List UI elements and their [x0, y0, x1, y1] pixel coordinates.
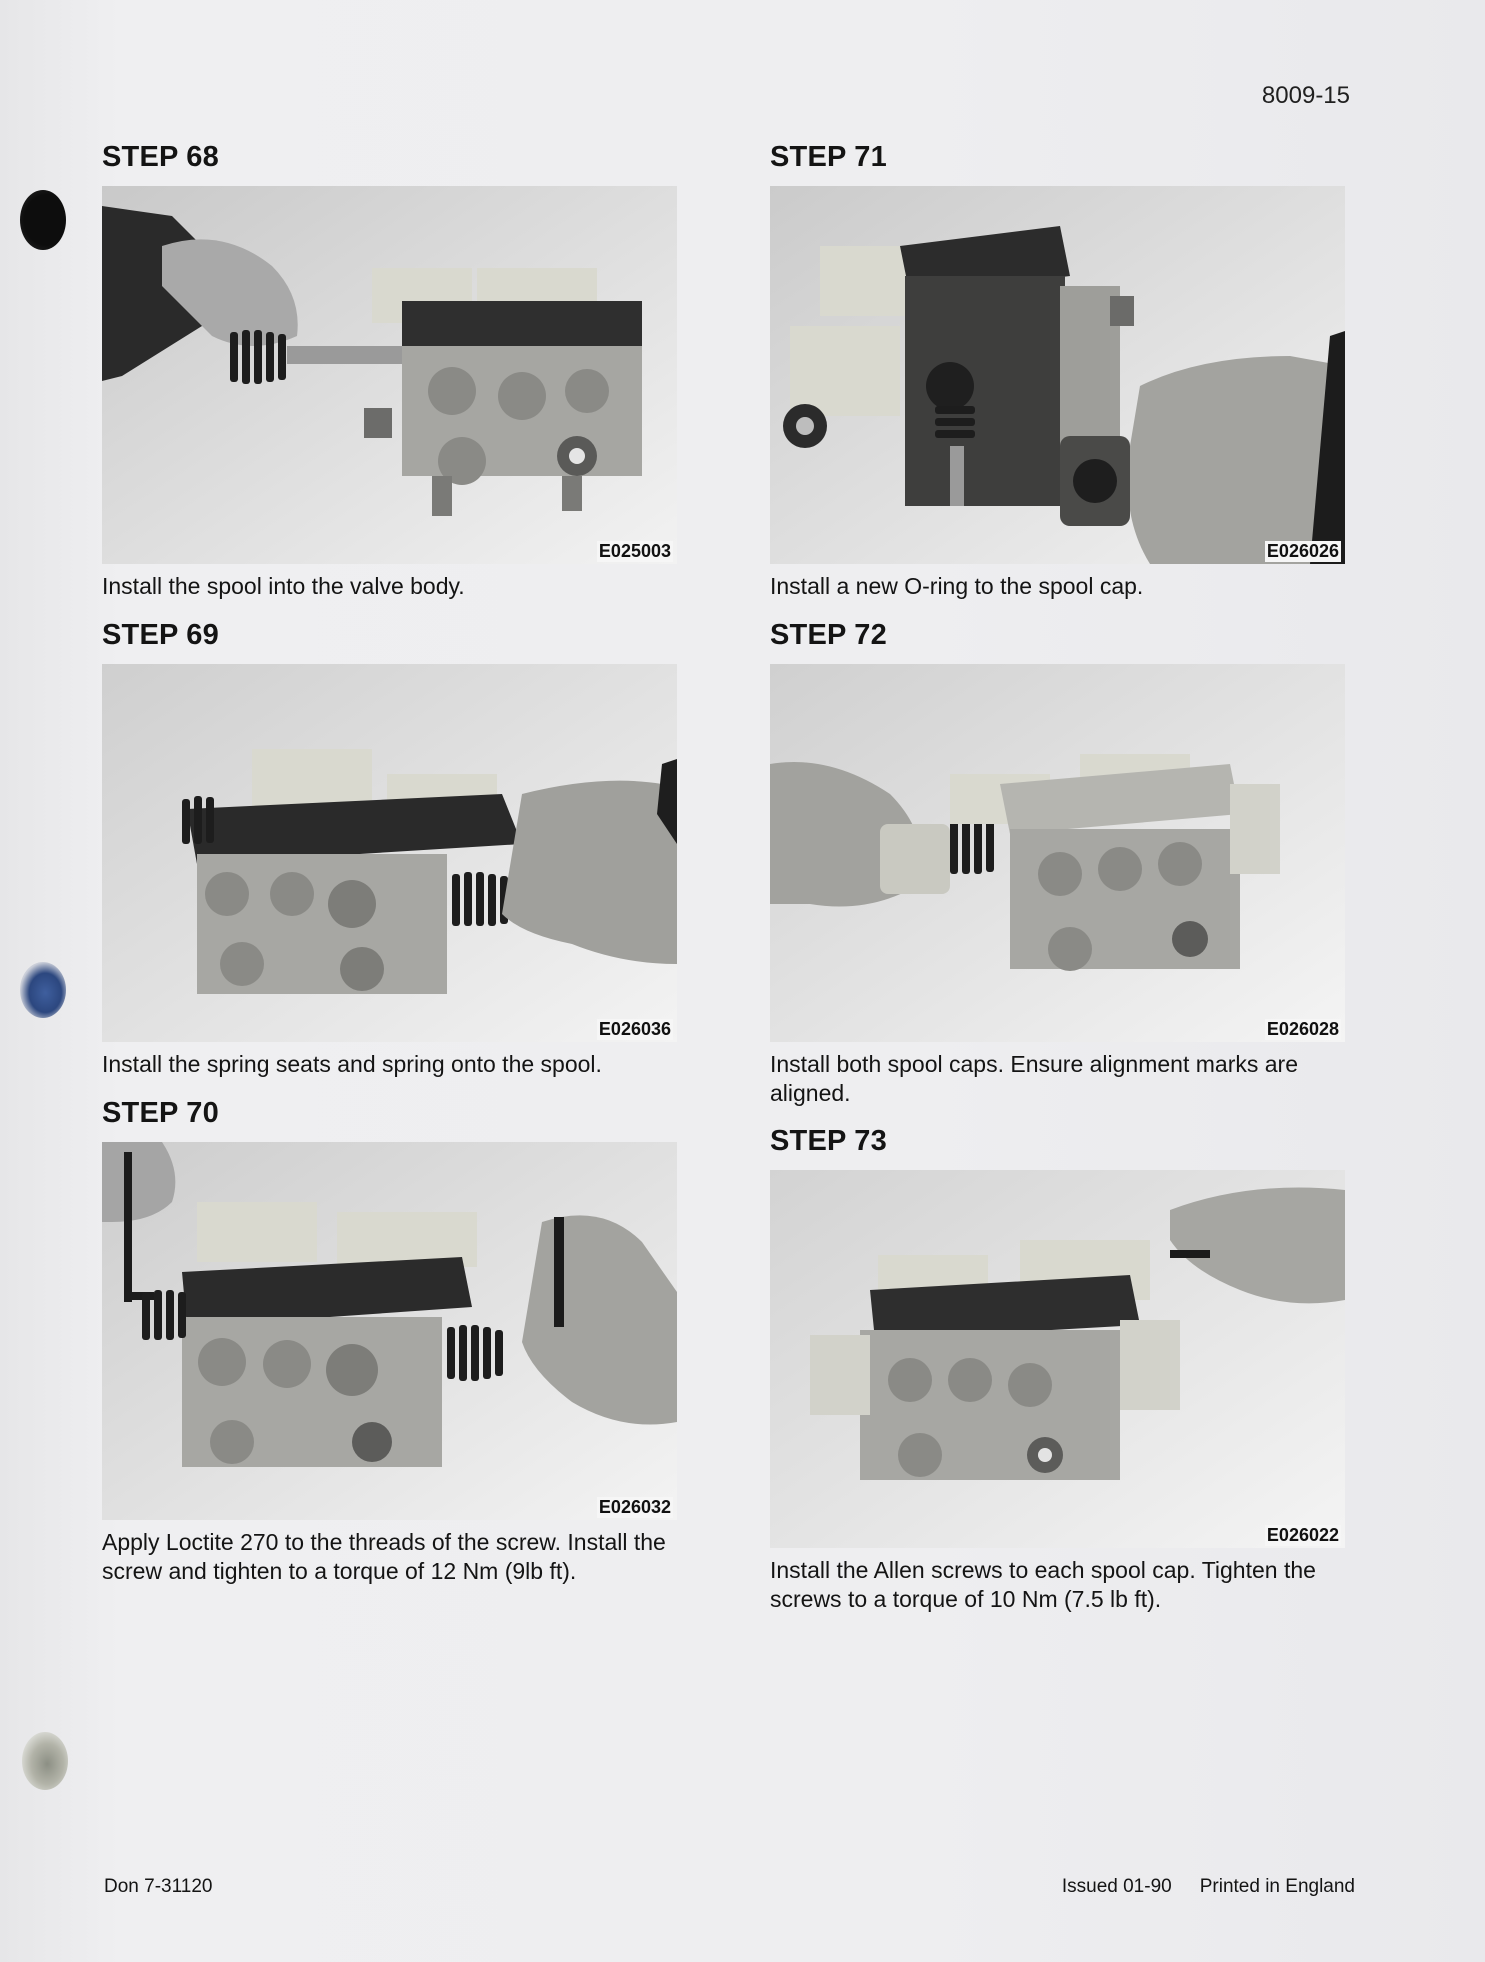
footer-document-reference: Don 7-31120 — [104, 1876, 213, 1897]
valve-photo — [770, 186, 1345, 564]
step-72 — [770, 618, 1350, 1108]
page-number: 8009-15 — [1261, 82, 1350, 109]
footer-publication-info — [1062, 1876, 1355, 1898]
step-title: STEP 73 — [770, 1125, 887, 1157]
valve-photo — [770, 1170, 1345, 1548]
step-title: STEP 72 — [770, 619, 887, 651]
photo-code: E025003 — [598, 541, 671, 561]
binder-hole-bottom — [22, 1732, 68, 1790]
step-73 — [770, 1124, 1350, 1614]
step-caption: Install the spool into the valve body. — [102, 573, 465, 599]
step-69 — [102, 618, 682, 1079]
footer-issued-date: Issued 01-90 — [1061, 1876, 1172, 1897]
step-photo — [102, 1142, 677, 1520]
photo-code: E026032 — [598, 1497, 671, 1517]
step-photo — [770, 1170, 1345, 1548]
binder-hole-middle — [20, 962, 66, 1018]
step-70 — [102, 1096, 682, 1586]
binder-hole-top — [20, 190, 66, 250]
step-title: STEP 68 — [102, 141, 219, 173]
step-title: STEP 70 — [102, 1097, 219, 1129]
step-photo — [770, 664, 1345, 1042]
valve-photo — [102, 664, 677, 1042]
footer-printed-location: Printed in England — [1199, 1876, 1355, 1897]
step-photo — [102, 664, 677, 1042]
photo-code: E026028 — [1266, 1019, 1339, 1039]
valve-photo — [770, 664, 1345, 1042]
step-caption: Install the Allen screws to each spool cap. Tighten the screws to a torque of 10 Nm (7.5 lb ft). — [770, 1557, 1316, 1612]
valve-photo — [102, 1142, 677, 1520]
step-caption: Install a new O-ring to the spool cap. — [770, 573, 1144, 599]
step-caption: Install the spring seats and spring onto the spool. — [102, 1051, 602, 1077]
photo-code: E026026 — [1266, 541, 1339, 561]
step-title: STEP 71 — [770, 141, 887, 173]
step-photo — [102, 186, 677, 564]
step-caption: Install both spool caps. Ensure alignment marks are aligned. — [770, 1051, 1298, 1106]
step-71 — [770, 140, 1350, 601]
photo-code: E026022 — [1266, 1525, 1339, 1545]
step-caption: Apply Loctite 270 to the threads of the screw. Install the screw and tighten to a torque of 12 Nm (9lb ft). — [102, 1529, 666, 1584]
step-title: STEP 69 — [102, 619, 219, 651]
step-photo — [770, 186, 1345, 564]
step-68 — [102, 140, 682, 601]
photo-code: E026036 — [598, 1019, 671, 1039]
valve-photo — [102, 186, 677, 564]
